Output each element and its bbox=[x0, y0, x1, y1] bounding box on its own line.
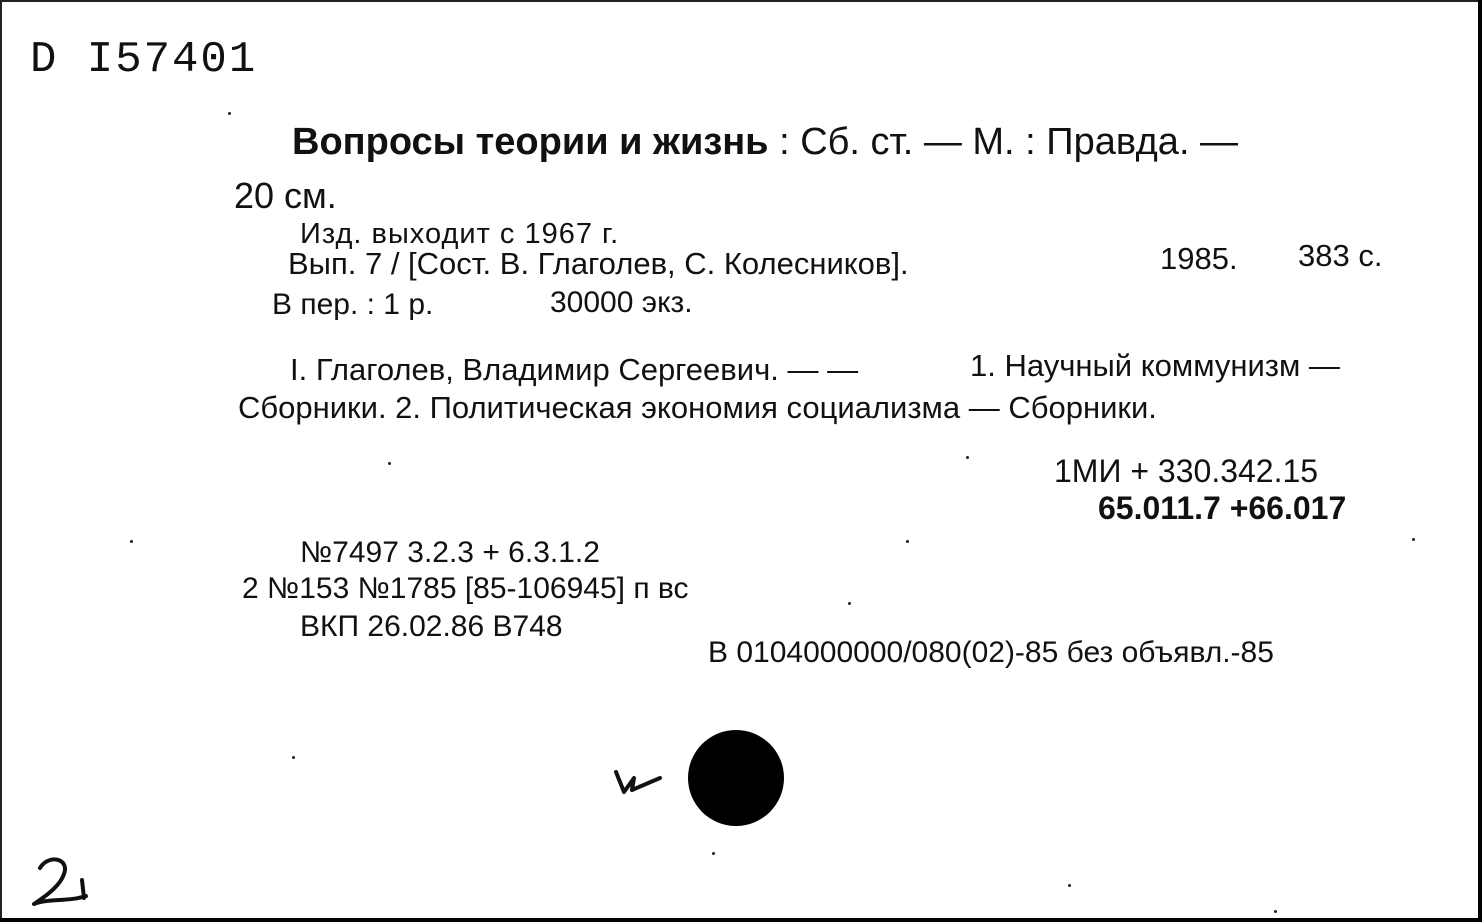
book-title: Вопросы теории и жизнь bbox=[292, 121, 769, 163]
speck bbox=[906, 540, 909, 543]
issue-year: 1985. bbox=[1160, 241, 1238, 276]
handwritten-2-icon bbox=[24, 846, 94, 916]
punch-hole-dot-icon bbox=[688, 730, 784, 826]
speck bbox=[1412, 538, 1415, 541]
speck bbox=[1068, 884, 1071, 887]
issued-since: Изд. выходит с 1967 г. bbox=[300, 218, 620, 250]
speck bbox=[292, 756, 295, 759]
speck bbox=[228, 112, 231, 115]
card-border-top bbox=[0, 0, 1482, 2]
catalog-code-3: ВКП 26.02.86 В748 bbox=[300, 610, 563, 643]
subjects-entry-1: 1. Научный коммунизм — bbox=[970, 348, 1340, 383]
speck bbox=[130, 540, 133, 543]
speck bbox=[848, 602, 851, 605]
print-run: 30000 экз. bbox=[550, 286, 693, 319]
issue-pages: 383 с. bbox=[1298, 238, 1383, 273]
speck bbox=[388, 462, 391, 465]
speck bbox=[1274, 910, 1277, 913]
card-border-left bbox=[0, 0, 2, 922]
catalog-code-1: №7497 3.2.3 + 6.3.1.2 bbox=[300, 536, 600, 569]
call-number: D I57401 bbox=[30, 35, 258, 85]
classification-index-1: 1МИ + 330.342.15 bbox=[1054, 453, 1319, 489]
persons-entry: I. Глаголев, Владимир Сергеевич. — — bbox=[290, 352, 859, 387]
title-line bbox=[292, 123, 1238, 161]
handwritten-check-icon bbox=[608, 750, 668, 810]
catalog-code-4: В 0104000000/080(02)-85 без объявл.-85 bbox=[708, 636, 1274, 669]
price: В пер. : 1 р. bbox=[272, 288, 434, 321]
speck bbox=[712, 852, 715, 855]
card-border-bottom bbox=[0, 918, 1482, 922]
speck bbox=[966, 456, 969, 459]
book-size: 20 см. bbox=[234, 175, 337, 216]
subjects-entry-2: Сборники. 2. Политическая экономия социализма — Сборники. bbox=[238, 390, 1157, 425]
classification-index-2: 65.011.7 +66.017 bbox=[1098, 490, 1347, 526]
catalog-code-2: 2 №153 №1785 [85-106945] п вс bbox=[242, 572, 689, 605]
issue-statement: Вып. 7 / [Сост. В. Глаголев, С. Колесников]. bbox=[288, 246, 909, 281]
card-border-right bbox=[1478, 0, 1482, 922]
title-imprint: : Сб. ст. — М. : Правда. — bbox=[768, 121, 1239, 163]
